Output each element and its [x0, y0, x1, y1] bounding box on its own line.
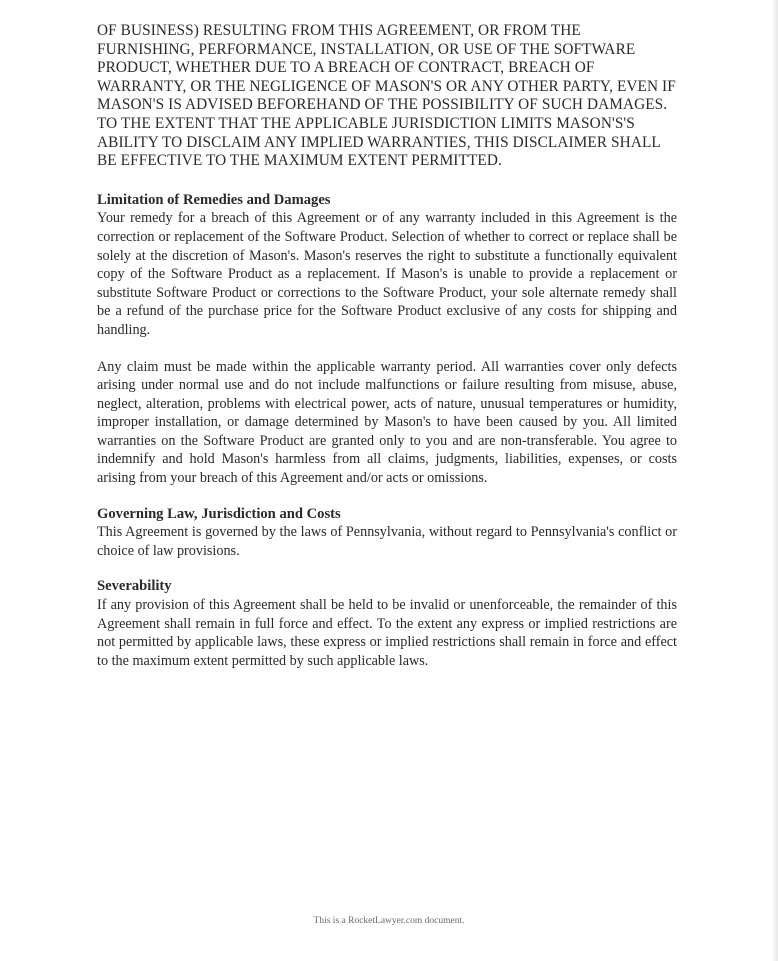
document-body [97, 22, 677, 670]
claims-paragraph: Any claim must be made within the applicable warranty period. All warranties cover only defects arising under normal use and do not include malfunctions or failure resulting from misuse, abuse, neglect, alteration, problems with electrical power, acts of nature, unusual temperatures or humidity, improper installation, or damage determined by Mason's to have been caused by you. All limited warranties on the Software Product are granted only to you and are non-transferable. You agree to indemnify and hold Mason's harmless from all claims, judgments, liabilities, expenses, or costs arising from your breach of this Agreement and/or acts or omissions. [97, 358, 677, 487]
disclaimer-paragraph: OF BUSINESS) RESULTING FROM THIS AGREEMENT, OR FROM THE FURNISHING, PERFORMANCE, INSTALLATION, OR USE OF THE SOFTWARE PRODUCT, WHETHER DUE TO A BREACH OF CONTRACT, BREACH OF WARRANTY, OR THE NEGLIGENCE OF MASON'S OR ANY OTHER PARTY, EVEN IF MASON'S IS ADVISED BEFOREHAND OF THE POSSIBILITY OF SUCH DAMAGES. TO THE EXTENT THAT THE APPLICABLE JURISDICTION LIMITS MASON'S'S ABILITY TO DISCLAIM ANY IMPLIED WARRANTIES, THIS DISCLAIMER SHALL BE EFFECTIVE TO THE MAXIMUM EXTENT PERMITTED. [97, 22, 676, 170]
remedy-paragraph: Your remedy for a breach of this Agreement or of any warranty included in this Agreement is the correction or replacement of the Software Product. Selection of whether to correct or replace shall be solely at the discretion of Mason's. Mason's reserves the right to substitute a functionally equivalent copy of the Software Product as a replacement. If Mason's is unable to provide a replacement or substitute Software Product or corrections to the Software Product, your sole alternate remedy shall be a refund of the purchase price for the Software Product exclusive of any costs for shipping and handling. [97, 210, 677, 338]
heading-severability: Severability [97, 578, 172, 595]
heading-limitation-of-remedies: Limitation of Remedies and Damages [97, 191, 331, 208]
heading-governing-law: Governing Law, Jurisdiction and Costs [97, 505, 341, 522]
page-edge [772, 0, 778, 961]
document-footer: This is a RocketLawyer.com document. [313, 916, 465, 926]
severability-paragraph: If any provision of this Agreement shall be held to be invalid or unenforceable, the remainder of this Agreement shall remain in full force and effect. To the extent any express or implied restrictions are not permitted by applicable laws, these express or implied restrictions shall remain in force and effect to the maximum extent permitted by such applicable laws. [97, 597, 677, 669]
governing-law-paragraph: This Agreement is governed by the laws of Pennsylvania, without regard to Pennsylvania's conflict or choice of law provisions. [97, 524, 677, 559]
